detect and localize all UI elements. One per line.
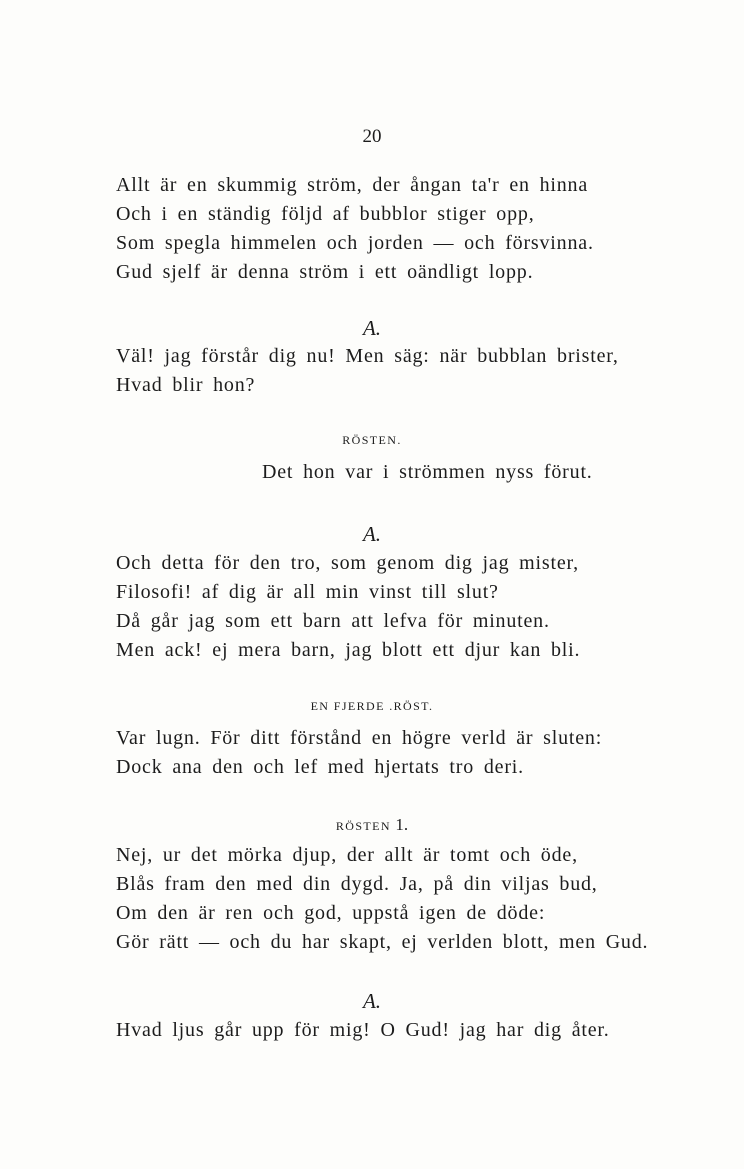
- verse-line: Hvad blir hon?: [116, 374, 256, 396]
- verse-line: Nej, ur det mörka djup, der allt är tomt och öde,: [116, 844, 578, 866]
- verse-line: Allt är en skummig ström, der ångan ta'r en hinna: [116, 174, 589, 196]
- speaker-heading-fjarde-rost: EN FJERDE .RÖST.: [310, 699, 434, 713]
- page-number: 20: [362, 126, 382, 147]
- verse-line: Som spegla himmelen och jorden — och försvinna.: [116, 232, 594, 254]
- verse-line: Blås fram den med din dygd. Ja, på din viljas bud,: [116, 873, 598, 895]
- verse-line: Väl! jag förstår dig nu! Men säg: när bubblan brister,: [116, 345, 619, 367]
- speaker-heading-rosten: RÖSTEN.: [342, 433, 402, 447]
- verse-line: Och i en ständig följd af bubblor stiger opp,: [116, 203, 535, 225]
- speaker-heading-a: A.: [362, 316, 382, 340]
- verse-line: Gud sjelf är denna ström i ett oändligt lopp.: [116, 261, 534, 283]
- speaker-heading-rosten-1: [0, 816, 744, 833]
- verse-line: Gör rätt — och du har skapt, ej verlden blott, men Gud.: [116, 931, 649, 953]
- verse-line: Var lugn. För ditt förstånd en högre verld är sluten:: [116, 727, 603, 749]
- verse-line: Hvad ljus går upp för mig! O Gud! jag har dig åter.: [116, 1019, 610, 1041]
- verse-line: Då går jag som ett barn att lefva för minuten.: [116, 610, 550, 632]
- verse-line: Filosofi! af dig är all min vinst till slut?: [116, 581, 499, 603]
- speaker-heading-a: A.: [362, 522, 382, 546]
- verse-line: Men ack! ej mera barn, jag blott ett djur kan bli.: [116, 639, 581, 661]
- verse-line: Om den är ren och god, uppstå igen de döde:: [116, 902, 546, 924]
- speaker-number: 1.: [395, 815, 409, 834]
- verse-line-indented: Det hon var i strömmen nyss förut.: [262, 461, 593, 483]
- speaker-heading-a: A.: [362, 989, 382, 1013]
- speaker-label: RÖSTEN: [335, 819, 391, 833]
- verse-line: Dock ana den och lef med hjertats tro deri.: [116, 756, 524, 778]
- verse-line: Och detta för den tro, som genom dig jag mister,: [116, 552, 579, 574]
